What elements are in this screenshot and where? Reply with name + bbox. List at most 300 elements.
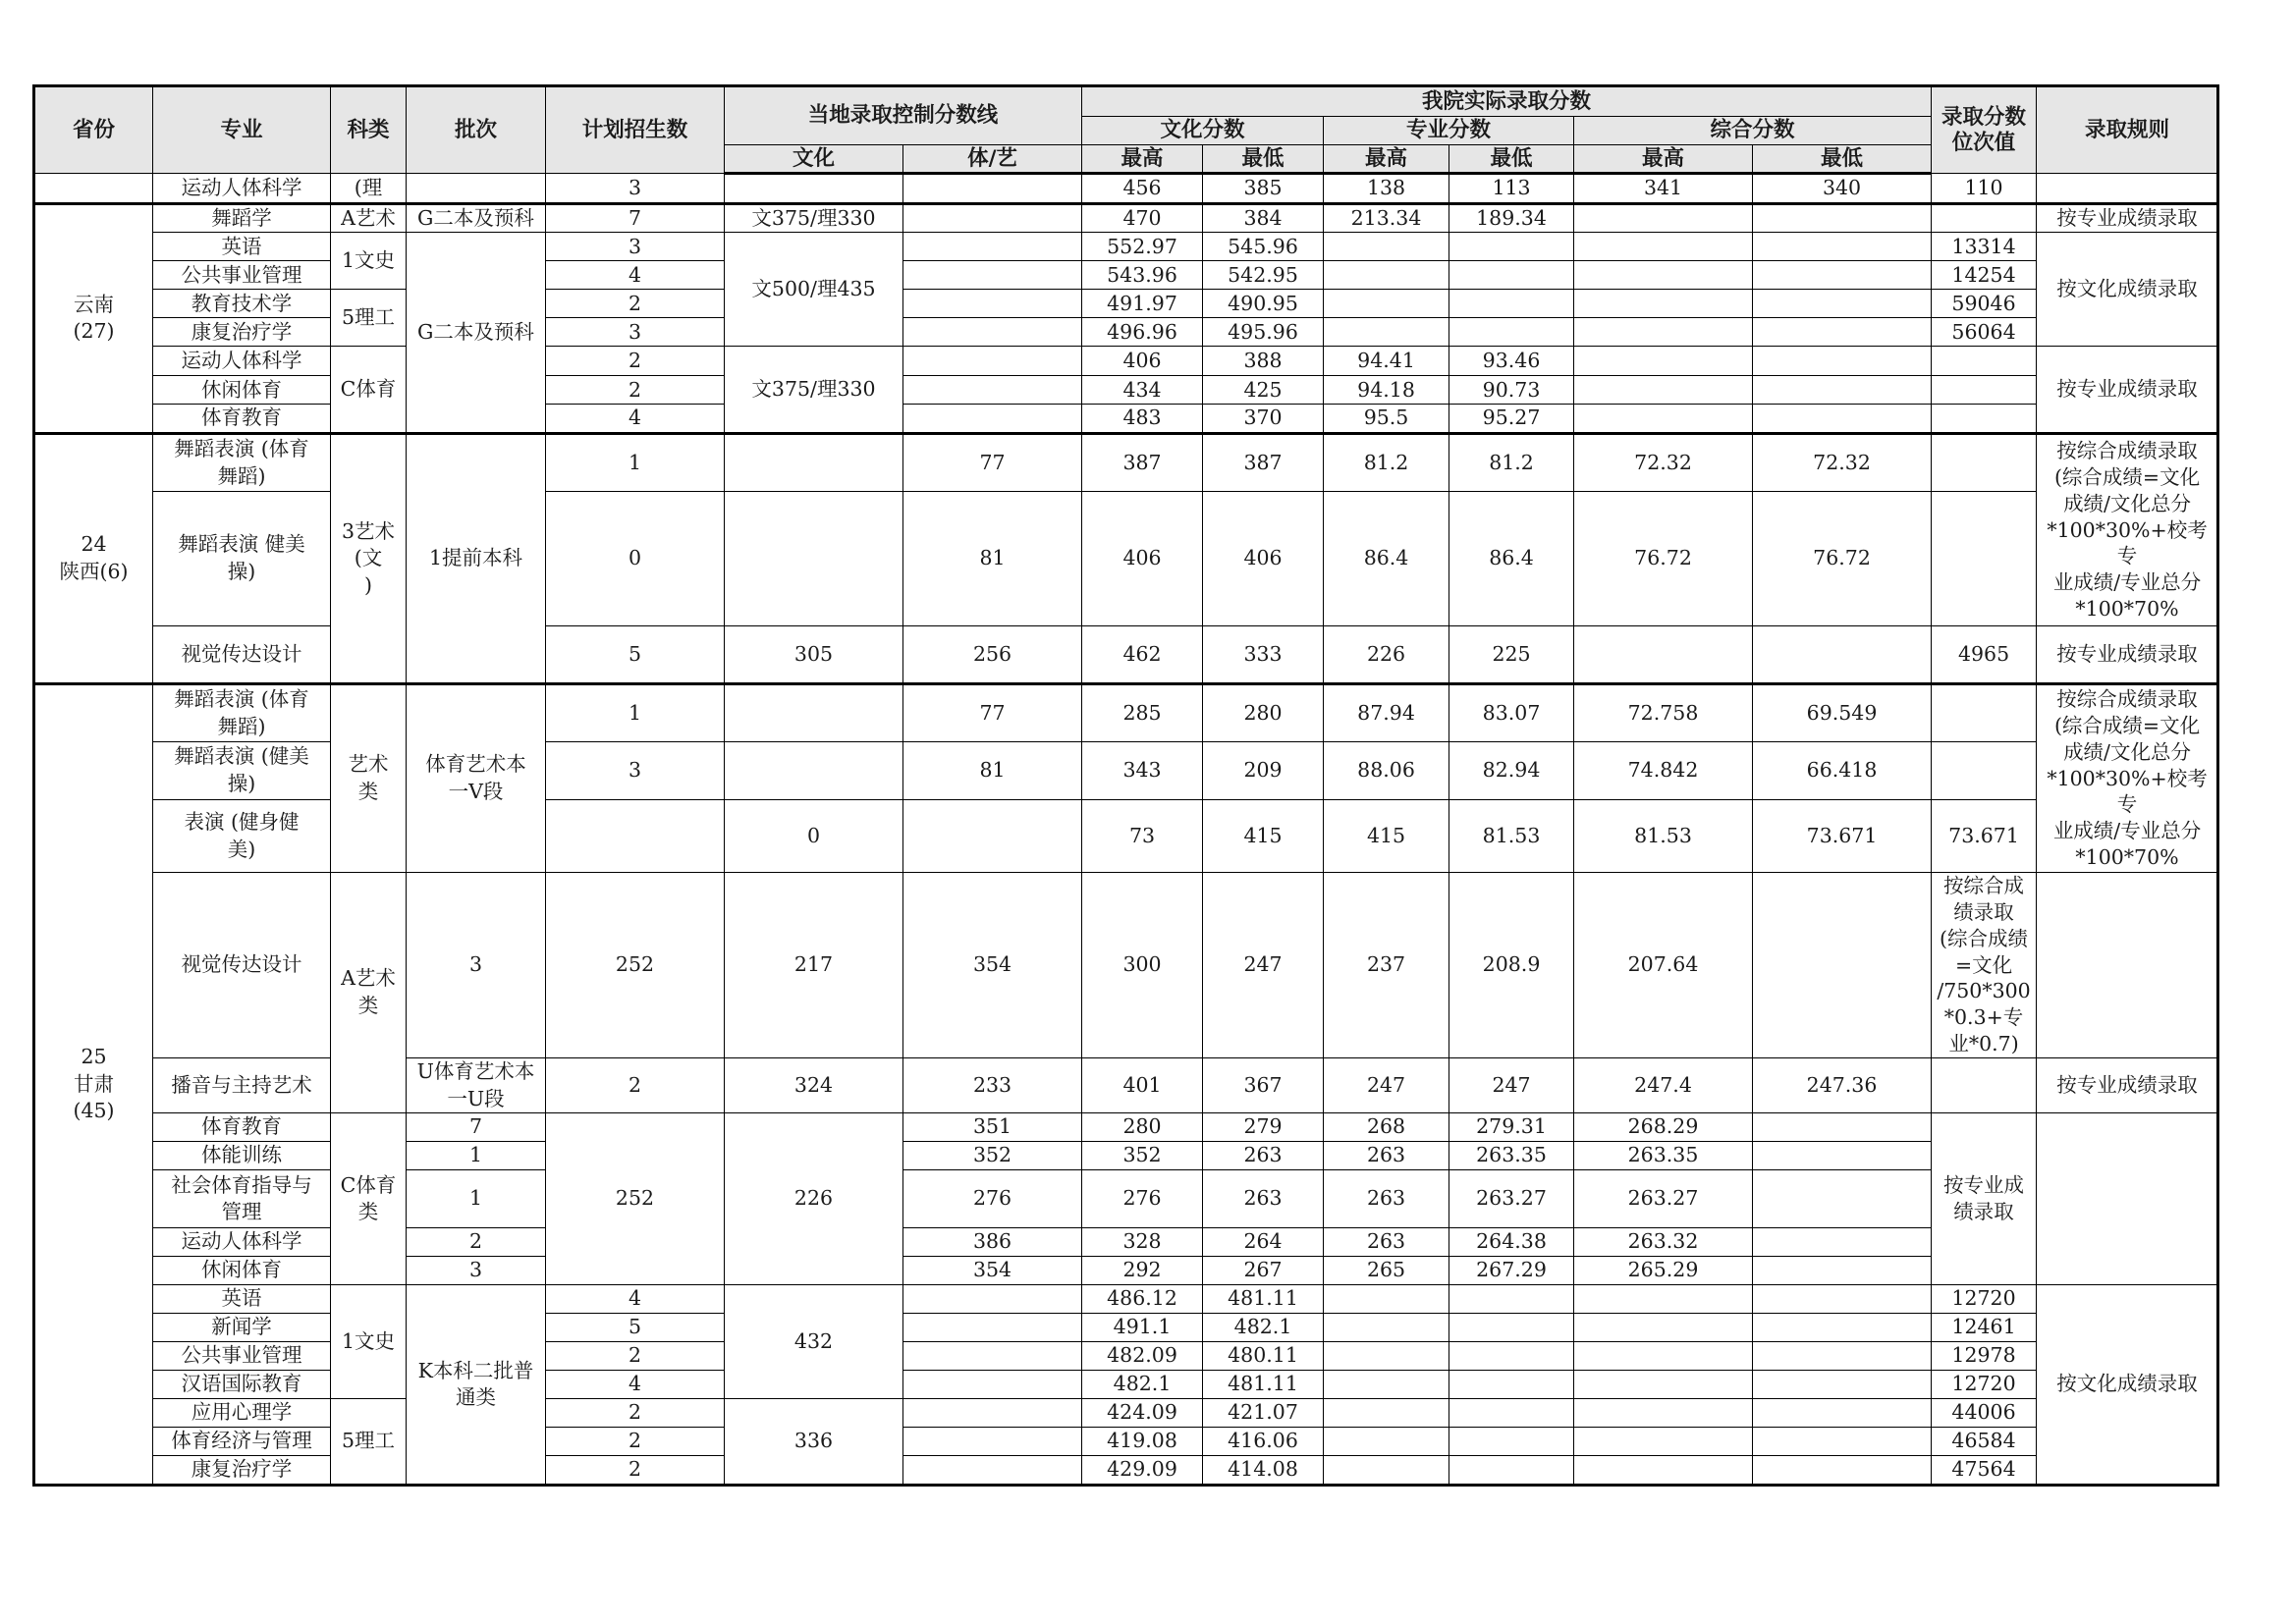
cell-line-art <box>903 1456 1082 1486</box>
cell-plan: 7 <box>407 1113 546 1142</box>
cell-plan: 1 <box>546 434 725 492</box>
cell-z-max <box>1574 203 1753 233</box>
cell-c-min: 333 <box>1203 626 1324 684</box>
cell-z-min: 73.671 <box>1932 800 2037 873</box>
table-row <box>34 1113 2218 1142</box>
cell-z-min <box>1753 1428 1932 1456</box>
cell-rank <box>1932 347 2037 376</box>
cell-z-max <box>1574 1285 1753 1314</box>
cell-plan: 4 <box>546 1285 725 1314</box>
cell-category: 1文史 <box>331 1285 407 1399</box>
cell-line-culture <box>725 742 903 800</box>
cell-z-min: 76.72 <box>1753 492 1932 626</box>
cell-z-max: 76.72 <box>1574 492 1753 626</box>
cell-p-min <box>1449 1371 1574 1399</box>
cell-z-min <box>1753 405 1932 434</box>
cell-category: (理 <box>331 174 407 204</box>
header-batch: 批次 <box>407 86 546 174</box>
cell-p-max: 263 <box>1203 1170 1324 1228</box>
cell-p-min: 263 <box>1324 1228 1449 1257</box>
cell-c-min: 490.95 <box>1203 290 1324 318</box>
header-prof-max: 最高 <box>1324 145 1449 174</box>
cell-line-culture: 305 <box>725 626 903 684</box>
cell-p-max <box>1324 1428 1449 1456</box>
header-culture-score: 文化分数 <box>1082 117 1324 145</box>
cell-p-max <box>1324 261 1449 290</box>
cell-plan: 2 <box>546 1428 725 1456</box>
header-combined-max: 最高 <box>1574 145 1753 174</box>
cell-rule: 按专业成绩录取 <box>2037 626 2218 684</box>
cell-z-max <box>1574 376 1753 405</box>
cell-line-art <box>903 347 1082 376</box>
cell-province: 25 甘肃 (45) <box>34 684 153 1486</box>
cell-major: 视觉传达设计 <box>153 873 331 1058</box>
header-control-line: 当地录取控制分数线 <box>725 86 1082 145</box>
cell-category: C体育 类 <box>331 1113 407 1285</box>
cell-rank: 110 <box>1932 174 2037 204</box>
cell-rank: 12720 <box>1932 1371 2037 1399</box>
cell-z-max: 341 <box>1574 174 1753 204</box>
cell-province: 云南 (27) <box>34 203 153 433</box>
cell-c-min: 545.96 <box>1203 233 1324 261</box>
table-body <box>34 174 2218 1486</box>
cell-batch: K本科二批普 通类 <box>407 1285 546 1486</box>
cell-major: 汉语国际教育 <box>153 1371 331 1399</box>
cell-rule: 按综合成绩录取 (综合成绩=文化 成绩/文化总分 *100*30%+校考专 业成绩/专业总分 *100*70% <box>2037 434 2218 626</box>
cell-z-min: 263.27 <box>1574 1170 1753 1228</box>
cell-line-culture: 432 <box>725 1285 903 1399</box>
cell-major: 康复治疗学 <box>153 1456 331 1486</box>
cell-z-min: 265.29 <box>1574 1257 1753 1285</box>
cell-c-max: 429.09 <box>1082 1456 1203 1486</box>
cell-z-max <box>1574 1399 1753 1428</box>
cell-plan: 4 <box>546 405 725 434</box>
cell-plan: 2 <box>546 347 725 376</box>
cell-z-max <box>1574 405 1753 434</box>
cell-plan: 1 <box>546 684 725 742</box>
cell-c-max: 285 <box>1082 684 1203 742</box>
cell-c-min: 292 <box>1082 1257 1203 1285</box>
cell-p-min: 225 <box>1449 626 1574 684</box>
cell-c-max: 483 <box>1082 405 1203 434</box>
table-row <box>34 233 2218 261</box>
cell-province: 24 陕西(6) <box>34 434 153 684</box>
cell-p-max: 226 <box>1324 626 1449 684</box>
table-row <box>34 1285 2218 1314</box>
cell-p-max: 95.5 <box>1324 405 1449 434</box>
cell-p-max: 138 <box>1324 174 1449 204</box>
cell-rule: 按综合成绩录取 (综合成绩=文化 /750*300*0.3+专 业*0.7) <box>1932 873 2037 1058</box>
cell-c-max: 462 <box>1082 626 1203 684</box>
cell-rank <box>1753 1228 1932 1257</box>
cell-p-min: 82.94 <box>1449 742 1574 800</box>
cell-p-min: 237 <box>1324 873 1449 1058</box>
cell-p-min: 265 <box>1324 1257 1449 1285</box>
header-actual-scores: 我院实际录取分数 <box>1082 86 1932 117</box>
cell-z-max <box>1574 1371 1753 1399</box>
cell-plan: 3 <box>407 1257 546 1285</box>
cell-p-max <box>1324 290 1449 318</box>
cell-major: 舞蹈学 <box>153 203 331 233</box>
cell-plan: 0 <box>725 800 903 873</box>
cell-c-max: 352 <box>903 1142 1082 1170</box>
header-line-art: 体/艺 <box>903 145 1082 174</box>
header-rank-value-text: 录取分数位次值 <box>1941 104 2027 155</box>
cell-p-min <box>1449 1428 1574 1456</box>
cell-c-max: 482.09 <box>1082 1342 1203 1371</box>
cell-rule: 按文化成绩录取 <box>2037 233 2218 347</box>
cell-c-min: 425 <box>1203 376 1324 405</box>
table-row <box>34 174 2218 204</box>
header-culture-min: 最低 <box>1203 145 1324 174</box>
cell-c-min: 384 <box>1203 203 1324 233</box>
cell-z-max: 263.35 <box>1449 1142 1574 1170</box>
cell-p-min: 83.07 <box>1449 684 1574 742</box>
header-major: 专业 <box>153 86 331 174</box>
table-row <box>34 1399 2218 1428</box>
cell-z-min: 72.32 <box>1753 434 1932 492</box>
cell-z-min: 207.64 <box>1574 873 1753 1058</box>
cell-p-min: 113 <box>1449 174 1574 204</box>
cell-p-max <box>1324 1371 1449 1399</box>
cell-plan: 0 <box>546 492 725 626</box>
cell-p-max: 81.2 <box>1324 434 1449 492</box>
cell-plan: 3 <box>546 174 725 204</box>
cell-plan: 2 <box>546 1342 725 1371</box>
cell-line-art <box>903 1285 1082 1314</box>
cell-rule <box>2037 174 2218 204</box>
cell-line-culture <box>903 800 1082 873</box>
cell-c-max: 276 <box>903 1170 1082 1228</box>
cell-c-max: 351 <box>903 1113 1082 1142</box>
cell-line-art: 81 <box>903 742 1082 800</box>
cell-c-max: 419.08 <box>1082 1428 1203 1456</box>
header-rule: 录取规则 <box>2037 86 2218 174</box>
cell-category: 3艺术 (文 ) <box>331 434 407 684</box>
cell-rank: 4965 <box>1932 626 2037 684</box>
cell-plan: 2 <box>546 1057 725 1112</box>
table-row <box>34 347 2218 376</box>
cell-z-max: 279.31 <box>1449 1113 1574 1142</box>
cell-plan: 2 <box>546 290 725 318</box>
cell-z-min <box>1753 318 1932 347</box>
cell-rank: 56064 <box>1932 318 2037 347</box>
table-row <box>34 684 2218 742</box>
cell-c-max: 354 <box>903 1257 1082 1285</box>
header-combined-min: 最低 <box>1753 145 1932 174</box>
cell-batch: 体育艺术本 一V段 <box>407 684 546 873</box>
cell-major: 体育教育 <box>153 1113 331 1142</box>
cell-line-art <box>903 1342 1082 1371</box>
cell-major: 公共事业管理 <box>153 261 331 290</box>
cell-p-max: 247 <box>1324 1057 1449 1112</box>
cell-major: 舞蹈表演 (健美 操) <box>153 742 331 800</box>
cell-rank: 47564 <box>1932 1456 2037 1486</box>
cell-z-max <box>1574 261 1753 290</box>
cell-p-max: 267 <box>1203 1257 1324 1285</box>
cell-c-max: 415 <box>1203 800 1324 873</box>
cell-line-culture <box>725 492 903 626</box>
cell-c-max: 343 <box>1082 742 1203 800</box>
cell-plan: 7 <box>546 203 725 233</box>
cell-p-min <box>1449 261 1574 290</box>
cell-p-max: 86.4 <box>1324 492 1449 626</box>
cell-p-min <box>1449 318 1574 347</box>
cell-p-min: 247 <box>1449 1057 1574 1112</box>
cell-c-max: 482.1 <box>1082 1371 1203 1399</box>
cell-rank <box>1932 1057 2037 1112</box>
cell-p-max <box>1324 1342 1449 1371</box>
table-header <box>34 86 2218 174</box>
cell-p-max: 213.34 <box>1324 203 1449 233</box>
cell-p-max: 264 <box>1203 1228 1324 1257</box>
cell-rank <box>1753 1170 1932 1228</box>
cell-z-min <box>1753 376 1932 405</box>
cell-z-max: 72.758 <box>1574 684 1753 742</box>
admission-score-table <box>32 84 2219 1487</box>
cell-z-min: 340 <box>1753 174 1932 204</box>
cell-rule: 按文化成绩录取 <box>2037 1285 2218 1486</box>
cell-c-max: 406 <box>1082 492 1203 626</box>
cell-c-max: 486.12 <box>1082 1285 1203 1314</box>
cell-category: 5理工 <box>331 1399 407 1486</box>
cell-major: 公共事业管理 <box>153 1342 331 1371</box>
cell-rank: 46584 <box>1932 1428 2037 1456</box>
cell-rank <box>1753 1142 1932 1170</box>
cell-category: 1文史 <box>331 233 407 290</box>
cell-c-min: 209 <box>1203 742 1324 800</box>
cell-line-art: 217 <box>725 873 903 1058</box>
cell-c-max: 401 <box>1082 1057 1203 1112</box>
cell-p-max <box>1324 1399 1449 1428</box>
cell-rank: 13314 <box>1932 233 2037 261</box>
cell-z-min <box>1753 626 1932 684</box>
table-row <box>34 203 2218 233</box>
cell-c-min: 421.07 <box>1203 1399 1324 1428</box>
cell-major: 舞蹈表演 (体育 舞蹈) <box>153 684 331 742</box>
cell-p-max <box>1324 1456 1449 1486</box>
cell-z-min: 69.549 <box>1753 684 1932 742</box>
cell-major: 视觉传达设计 <box>153 626 331 684</box>
cell-p-max <box>1324 1285 1449 1314</box>
cell-z-max: 208.9 <box>1449 873 1574 1058</box>
cell-p-max: 247 <box>1203 873 1324 1058</box>
cell-major: 播音与主持艺术 <box>153 1057 331 1112</box>
cell-rank <box>1932 203 2037 233</box>
cell-plan: 3 <box>546 318 725 347</box>
header-prof-score: 专业分数 <box>1324 117 1574 145</box>
cell-p-max <box>1324 318 1449 347</box>
cell-major: 康复治疗学 <box>153 318 331 347</box>
cell-plan: 2 <box>546 1399 725 1428</box>
cell-z-min <box>1753 233 1932 261</box>
cell-c-max: 387 <box>1082 434 1203 492</box>
cell-p-max: 87.94 <box>1324 684 1449 742</box>
cell-c-min: 385 <box>1203 174 1324 204</box>
cell-z-max: 267.29 <box>1449 1257 1574 1285</box>
cell-c-min: 481.11 <box>1203 1285 1324 1314</box>
cell-rank: 59046 <box>1932 290 2037 318</box>
cell-line-art <box>903 405 1082 434</box>
cell-c-max: 496.96 <box>1082 318 1203 347</box>
cell-line-art <box>903 290 1082 318</box>
cell-p-min: 86.4 <box>1449 492 1574 626</box>
cell-category: C体育 <box>331 347 407 434</box>
cell-z-min <box>1753 1314 1932 1342</box>
cell-z-max <box>1574 290 1753 318</box>
cell-line-culture: 文375/理330 <box>725 203 903 233</box>
table-row <box>34 290 2218 318</box>
cell-rank <box>1932 376 2037 405</box>
cell-z-min: 263.35 <box>1574 1142 1753 1170</box>
cell-c-max: 491.1 <box>1082 1314 1203 1342</box>
cell-z-max <box>1574 1314 1753 1342</box>
cell-plan: 5 <box>546 1314 725 1342</box>
cell-rule: 按专业成绩录取 <box>2037 1057 2218 1112</box>
cell-major: 表演 (健身健 美) <box>153 800 331 873</box>
cell-category: 艺术 类 <box>331 684 407 873</box>
cell-z-min <box>1753 290 1932 318</box>
cell-rule: 按专业成绩录取 <box>1932 1113 2037 1285</box>
cell-c-min: 406 <box>1203 492 1324 626</box>
cell-z-min: 268.29 <box>1574 1113 1753 1142</box>
cell-c-max: 424.09 <box>1082 1399 1203 1428</box>
cell-c-max: 354 <box>903 873 1082 1058</box>
cell-rank <box>1932 434 2037 492</box>
cell-z-min: 247.36 <box>1753 1057 1932 1112</box>
cell-z-min <box>1753 203 1932 233</box>
table-row <box>34 873 2218 1058</box>
cell-line-art: 77 <box>903 684 1082 742</box>
cell-line-art: 226 <box>725 1113 903 1285</box>
cell-p-max: 279 <box>1203 1113 1324 1142</box>
cell-plan: 3 <box>407 873 546 1058</box>
cell-p-min: 95.27 <box>1449 405 1574 434</box>
cell-line-culture: 文375/理330 <box>725 347 903 434</box>
cell-rank: 14254 <box>1932 261 2037 290</box>
cell-p-min: 90.73 <box>1449 376 1574 405</box>
cell-batch: G二本及预科 <box>407 233 546 434</box>
cell-z-max: 247.4 <box>1574 1057 1753 1112</box>
cell-line-culture <box>725 174 903 204</box>
cell-p-min: 81.2 <box>1449 434 1574 492</box>
cell-p-min: 263 <box>1324 1170 1449 1228</box>
cell-z-min: 263.32 <box>1574 1228 1753 1257</box>
cell-line-art: 81 <box>903 492 1082 626</box>
cell-z-max <box>1574 233 1753 261</box>
cell-z-max <box>1574 1342 1753 1371</box>
cell-major: 体育经济与管理 <box>153 1428 331 1456</box>
header-province: 省份 <box>34 86 153 174</box>
cell-major: 新闻学 <box>153 1314 331 1342</box>
cell-line-culture <box>725 684 903 742</box>
cell-p-max: 94.41 <box>1324 347 1449 376</box>
table-row <box>34 434 2218 492</box>
cell-plan: 1 <box>407 1170 546 1228</box>
cell-c-max: 434 <box>1082 376 1203 405</box>
cell-major: 休闲体育 <box>153 376 331 405</box>
cell-major: 运动人体科学 <box>153 347 331 376</box>
cell-z-max <box>1574 1456 1753 1486</box>
cell-z-min <box>1753 1371 1932 1399</box>
cell-p-min: 93.46 <box>1449 347 1574 376</box>
cell-c-min: 280 <box>1082 1113 1203 1142</box>
cell-rank <box>1753 873 1932 1058</box>
cell-z-max: 73.671 <box>1753 800 1932 873</box>
cell-province <box>34 174 153 204</box>
cell-p-min <box>1449 233 1574 261</box>
cell-c-min: 352 <box>1082 1142 1203 1170</box>
cell-rank: 12978 <box>1932 1342 2037 1371</box>
cell-major: 舞蹈表演 (体育 舞蹈) <box>153 434 331 492</box>
cell-line-art <box>903 1428 1082 1456</box>
cell-p-min: 263 <box>1324 1142 1449 1170</box>
cell-line-culture: 324 <box>725 1057 903 1112</box>
cell-p-min <box>1449 1399 1574 1428</box>
cell-batch <box>407 174 546 204</box>
cell-line-art: 73 <box>1082 800 1203 873</box>
cell-c-min: 367 <box>1203 1057 1324 1112</box>
cell-rule: 按专业成绩录取 <box>2037 347 2218 434</box>
cell-line-art <box>903 174 1082 204</box>
cell-rank: 44006 <box>1932 1399 2037 1428</box>
cell-line-culture: 252 <box>546 1113 725 1285</box>
cell-c-min: 482.1 <box>1203 1314 1324 1342</box>
cell-major: 社会体育指导与 管理 <box>153 1170 331 1228</box>
cell-z-min <box>1753 347 1932 376</box>
cell-rank <box>1753 1257 1932 1285</box>
cell-c-min: 276 <box>1082 1170 1203 1228</box>
cell-major: 运动人体科学 <box>153 174 331 204</box>
cell-line-art <box>903 1399 1082 1428</box>
cell-major: 英语 <box>153 233 331 261</box>
cell-plan: 4 <box>546 261 725 290</box>
cell-major: 体育教育 <box>153 405 331 434</box>
cell-c-min: 415 <box>1324 800 1449 873</box>
cell-z-max <box>1574 347 1753 376</box>
cell-c-max: 386 <box>903 1228 1082 1257</box>
cell-major: 教育技术学 <box>153 290 331 318</box>
cell-c-min: 387 <box>1203 434 1324 492</box>
cell-z-max: 74.842 <box>1574 742 1753 800</box>
cell-category: 5理工 <box>331 290 407 347</box>
cell-c-min: 542.95 <box>1203 261 1324 290</box>
cell-rank <box>1753 1113 1932 1142</box>
cell-major: 舞蹈表演 健美 操) <box>153 492 331 626</box>
cell-major: 应用心理学 <box>153 1399 331 1428</box>
cell-p-min: 81.53 <box>1574 800 1753 873</box>
header-culture-max: 最高 <box>1082 145 1203 174</box>
cell-p-min <box>1449 290 1574 318</box>
cell-p-max: 81.53 <box>1449 800 1574 873</box>
cell-rank: 12461 <box>1932 1314 2037 1342</box>
cell-rank <box>1932 405 2037 434</box>
cell-z-max <box>1574 626 1753 684</box>
cell-c-min: 495.96 <box>1203 318 1324 347</box>
cell-major: 运动人体科学 <box>153 1228 331 1257</box>
cell-major: 休闲体育 <box>153 1257 331 1285</box>
cell-plan: 1 <box>407 1142 546 1170</box>
cell-batch: G二本及预科 <box>407 203 546 233</box>
cell-line-culture: 252 <box>546 873 725 1058</box>
cell-plan: 4 <box>546 1371 725 1399</box>
header-plan: 计划招生数 <box>546 86 725 174</box>
cell-plan: 5 <box>546 626 725 684</box>
cell-p-max: 94.18 <box>1324 376 1449 405</box>
cell-z-min <box>1753 1285 1932 1314</box>
cell-c-min: 416.06 <box>1203 1428 1324 1456</box>
cell-plan: 3 <box>546 742 725 800</box>
